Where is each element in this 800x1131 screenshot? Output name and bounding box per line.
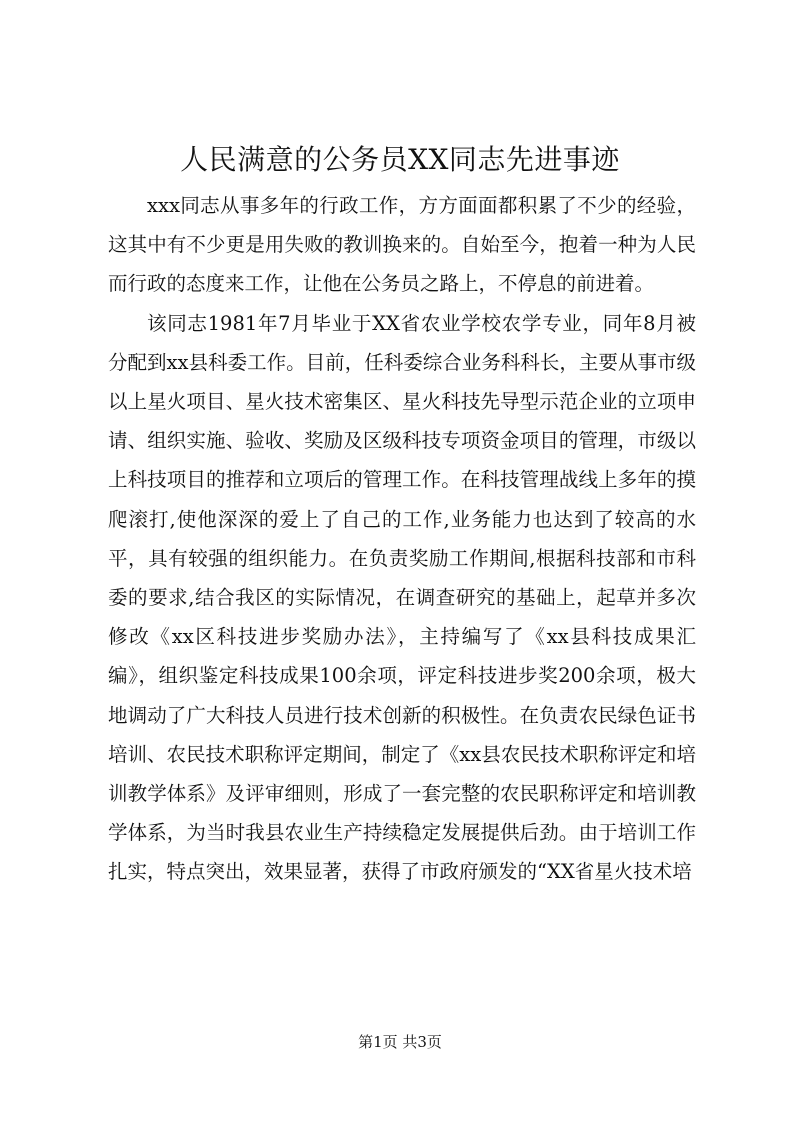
document-body [108, 186, 696, 892]
page-title: 人民满意的公务员XX同志先进事迹 [180, 143, 620, 176]
paragraph-2: 该同志1981年7月毕业于XX省农业学校农学专业，同年8月被分配到xx县科委工作。目前，任科委综合业务科科长，主要从事市级以上星火项目、星火技术密集区、星火科技先导型示范企业的立项申请、组织实施、验收、奖励及区级科技专项资金项目的管理，市级以上科技项目的推荐和立项后的管理工作。在科技管理战线上多年的摸爬滚打,使他深深的爱上了自己的工作,业务能力也达到了较高的水平，具有较强的组织能力。在负责奖励工作期间,根据科技部和市科委的要求,结合我区的实际情况，在调查研究的基础上，起草并多次修改《xx区科技进步奖励办法》，主持编写了《xx县科技成果汇编》，组织鉴定科技成果100余项，评定科技进步奖200余项，极大地调动了广大科技人员进行技术创新的积极性。在负责农民绿色证书培训、农民技术职称评定期间，制定了《xx县农民技术职称评定和培训教学体系》及评审细则，形成了一套完整的农民职称评定和培训教学体系，为当时我县农业生产持续稳定发展提供后劲。由于培训工作扎实，特点突出，效果显著，获得了市政府颁发的“XX省星火技术培 [108, 311, 696, 884]
paragraph-1: xxx同志从事多年的行政工作，方方面面都积累了不少的经验，这其中有不少更是用失败的教训换来的。自始至今，抱着一种为人民而行政的态度来工作，让他在公务员之路上，不停息的前进着。 [108, 194, 696, 296]
page-footer: 第1页 共3页 [358, 1033, 442, 1051]
